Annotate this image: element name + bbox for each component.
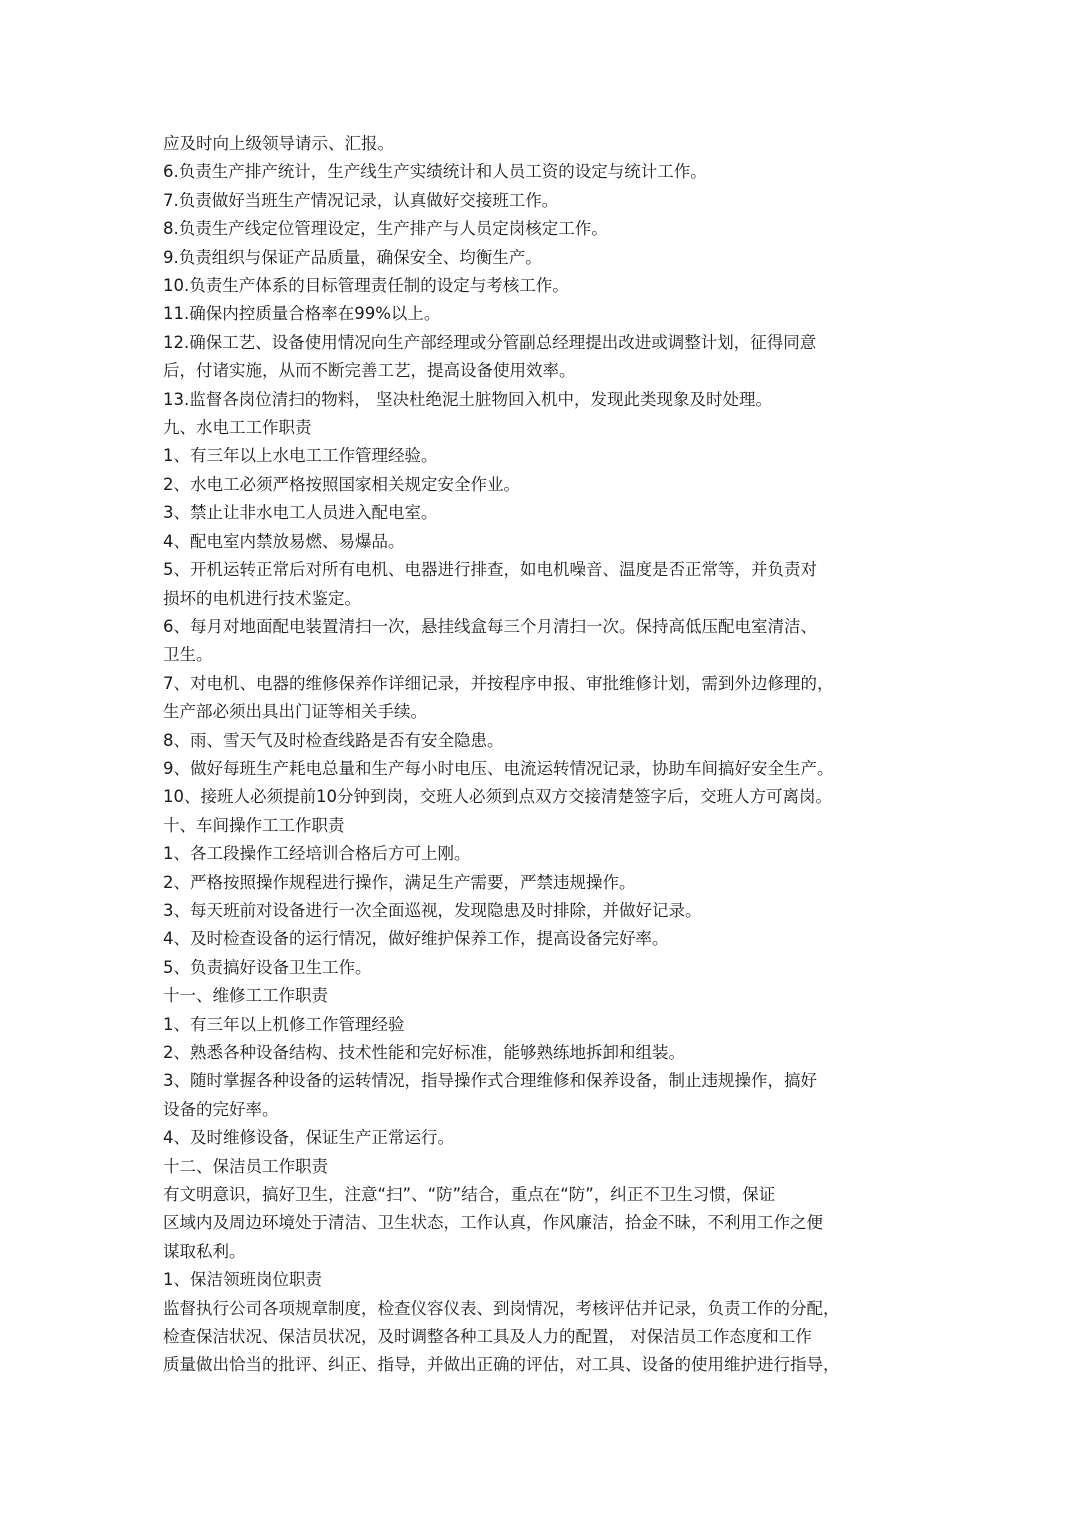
text-line: 5、开机运转正常后对所有电机、电器进行排查，如电机噪音、温度是否正常等，并负责对: [163, 560, 817, 580]
section-heading: 十一、维修工工作职责: [163, 986, 328, 1006]
text-line: 9、做好每班生产耗电总量和生产每小时电压、电流运转情况记录，协助车间搞好安全生产。: [163, 758, 834, 778]
text-line: 后，付诸实施，从而不断完善工艺，提高设备使用效率。: [163, 361, 576, 381]
text-line: 7、对电机、电器的维修保养作详细记录，并按程序申报、审批维修计划，需到外边修理的，: [163, 673, 834, 693]
text-line: 7.负责做好当班生产情况记录，认真做好交接班工作。: [163, 190, 559, 210]
text-line: 设备的完好率。: [163, 1099, 279, 1119]
document-body: [163, 130, 923, 1380]
text-line: 8.负责生产线定位管理设定，生产排产与人员定岗核定工作。: [163, 219, 608, 239]
text-line: 损坏的电机进行技术鉴定。: [163, 588, 361, 608]
text-line: 10、接班人必须提前10分钟到岗，交班人必须到点双方交接清楚签字后，交班人方可离岗。: [163, 787, 832, 807]
section-heading: 十二、保洁员工作职责: [163, 1156, 328, 1176]
text-line: 2、水电工必须严格按照国家相关规定安全作业。: [163, 474, 520, 494]
text-line: 4、及时检查设备的运行情况，做好维护保养工作，提高设备完好率。: [163, 929, 669, 949]
text-line: 3、每天班前对设备进行一次全面巡视，发现隐患及时排除，并做好记录。: [163, 900, 702, 920]
text-line: 13.监督各岗位清扫的物料， 坚决杜绝泥土脏物回入机中，发现此类现象及时处理。: [163, 389, 772, 409]
text-line: 4、配电室内禁放易燃、易爆品。: [163, 531, 405, 551]
text-line: 10.负责生产体系的目标管理责任制的设定与考核工作。: [163, 276, 569, 296]
text-line: 3、禁止让非水电工人员进入配电室。: [163, 503, 438, 523]
text-line: 区域内及周边环境处于清洁、卫生状态，工作认真，作风廉洁，拾金不昧，不利用工作之便: [163, 1213, 823, 1233]
text-line: 2、严格按照操作规程进行操作，满足生产需要，严禁违规操作。: [163, 872, 636, 892]
text-line: 6、每月对地面配电装置清扫一次，悬挂线盒每三个月清扫一次。保持高低压配电室清洁、: [163, 616, 817, 636]
text-line: 检查保洁状况、保洁员状况，及时调整各种工具及人力的配置， 对保洁员工作态度和工作: [163, 1327, 812, 1347]
text-line: 生产部必须出具出门证等相关手续。: [163, 702, 427, 722]
subsection-heading: 1、保洁领班岗位职责: [163, 1270, 322, 1290]
text-line: 卫生。: [163, 645, 213, 665]
text-line: 谋取私利。: [163, 1241, 246, 1261]
text-line: 12.确保工艺、设备使用情况向生产部经理或分管副总经理提出改进或调整计划，征得同意: [163, 332, 817, 352]
text-line: 2、熟悉各种设备结构、技术性能和完好标准，能够熟练地拆卸和组装。: [163, 1043, 685, 1062]
text-line: 质量做出恰当的批评、纠正、指导，并做出正确的评估，对工具、设备的使用维护进行指导，: [163, 1355, 840, 1375]
text-line: 1、各工段操作工经培训合格后方可上刚。: [163, 844, 471, 864]
text-line: 9.负责组织与保证产品质量，确保安全、均衡生产。: [163, 247, 542, 267]
text-line: 4、及时维修设备，保证生产正常运行。: [163, 1128, 454, 1148]
text-line: 3、随时掌握各种设备的运转情况，指导操作式合理维修和保养设备，制止违规操作，搞好: [163, 1071, 817, 1091]
text-line: 1、有三年以上机修工作管理经验: [163, 1014, 405, 1034]
text-line: 11.确保内控质量合格率在99%以上。: [163, 304, 441, 324]
text-line: 有文明意识，搞好卫生，注意“扫”、“防”结合，重点在“防”，纠正不卫生习惯，保证: [163, 1185, 776, 1205]
text-line: 8、雨、雪天气及时检查线路是否有安全隐患。: [163, 730, 504, 750]
text-line: 1、有三年以上水电工工作管理经验。: [163, 446, 438, 466]
section-heading: 十、车间操作工工作职责: [163, 815, 345, 835]
text-line: 监督执行公司各项规章制度，检查仪容仪表、到岗情况，考核评估并记录，负责工作的分配，: [163, 1298, 840, 1318]
section-heading: 九、水电工工作职责: [163, 418, 312, 438]
text-line: 应及时向上级领导请示、汇报。: [163, 134, 394, 153]
text-line: 5、负责搞好设备卫生工作。: [163, 957, 372, 977]
text-line: 6.负责生产排产统计，生产线生产实绩统计和人员工资的设定与统计工作。: [163, 162, 707, 182]
